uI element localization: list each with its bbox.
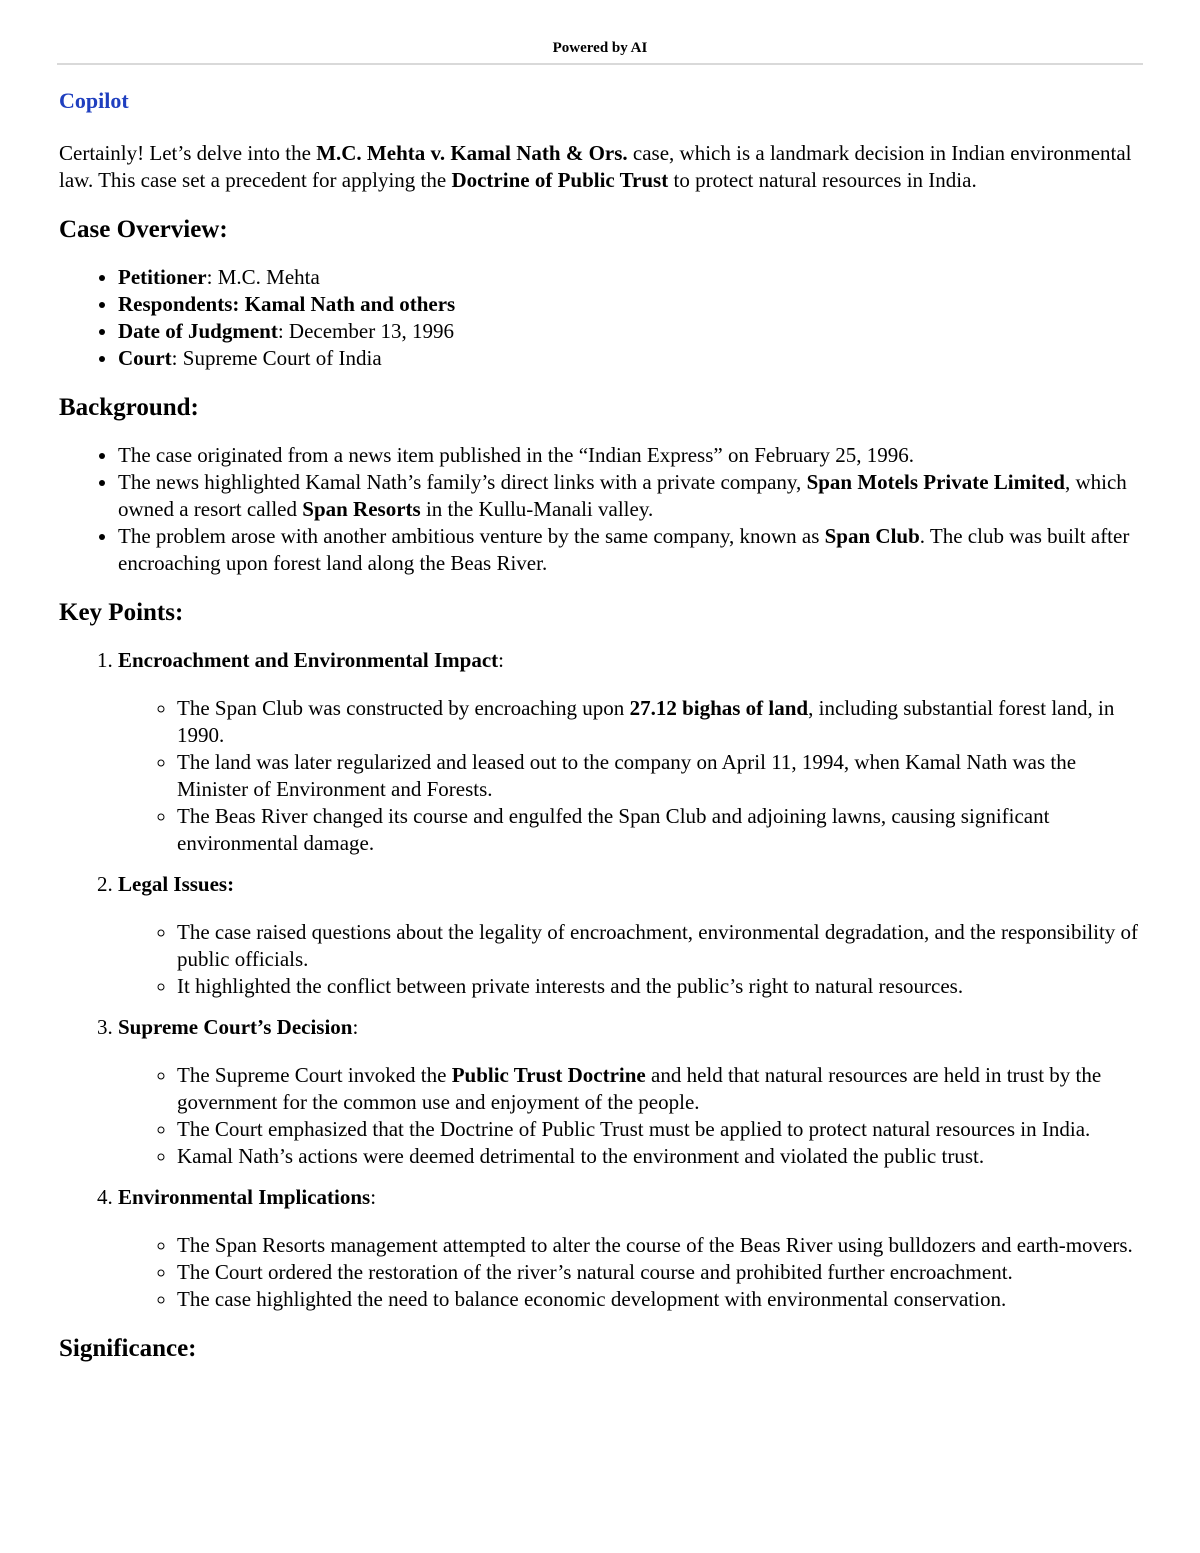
separator: : xyxy=(277,319,289,343)
separator: : xyxy=(352,1015,359,1039)
list-item: ◦ It highlighted the conflict between private interests and the public’s right to natural resources. xyxy=(177,973,1143,1000)
intro-text-2: case, which is a landmark decision in Indian environmental law. This case set a precedent for applying the xyxy=(59,141,1132,192)
list-item: ◦ The land was later regularized and leased out to the company on April 11, 1994, when Kamal Nath was the Minister of Environment and Forests. xyxy=(177,749,1143,803)
intro-text-3: to protect natural resources in India. xyxy=(668,168,977,192)
page-header xyxy=(57,40,1143,65)
list-item: ◦ The Court emphasized that the Doctrine of Public Trust must be applied to protect natural resources in India. xyxy=(177,1116,1143,1143)
bold-text: Span Resorts xyxy=(302,497,421,521)
overview-label: Date of Judgment xyxy=(118,319,278,343)
list-item xyxy=(118,318,1143,345)
list-item xyxy=(118,291,1143,318)
text: , which owned a resort called xyxy=(118,470,1127,521)
sub-list xyxy=(118,695,1143,857)
overview-list xyxy=(59,264,1143,372)
separator: : xyxy=(171,346,183,370)
key-point-title xyxy=(118,1184,1143,1211)
list-item: ◦ Kamal Nath’s actions were deemed detrimental to the environment and violated the public trust. xyxy=(177,1143,1143,1170)
sub-list xyxy=(118,1232,1143,1313)
key-point-title xyxy=(118,871,1143,898)
key-point-item xyxy=(118,1014,1143,1170)
copilot-label: Copilot xyxy=(59,88,129,113)
list-item: ◦ The Span Resorts management attempted to alter the course of the Beas River using bulldozers and earth-movers. xyxy=(177,1232,1143,1259)
text: and held that natural resources are held in trust by the government for the common use and enjoyment of the people. xyxy=(177,1063,1102,1114)
overview-label: Court xyxy=(118,346,172,370)
overview-label: Respondents xyxy=(118,292,233,316)
intro-bold-doctrine: Doctrine of Public Trust xyxy=(451,168,669,192)
list-item xyxy=(177,1062,1143,1116)
document-content xyxy=(59,86,1143,1383)
text: The news highlighted Kamal Nath’s family’s direct links with a private company, xyxy=(118,470,807,494)
sub-list xyxy=(118,1062,1143,1170)
intro-paragraph xyxy=(59,140,1143,194)
text: . The club was built after encroaching upon forest land along the Beas River. xyxy=(118,524,1130,575)
key-point-title xyxy=(118,647,1143,674)
significance-heading: Significance: xyxy=(59,1335,197,1362)
text: The Supreme Court invoked the xyxy=(177,1063,452,1087)
list-item: ◦ The case raised questions about the legality of encroachment, environmental degradation, and the responsibility of public officials. xyxy=(177,919,1143,973)
text: The Span Club was constructed by encroaching upon xyxy=(177,696,630,720)
key-point-item xyxy=(118,647,1143,857)
list-item xyxy=(118,469,1143,523)
intro-bold-case-name: M.C. Mehta v. Kamal Nath & Ors. xyxy=(316,141,628,165)
key-points-list xyxy=(59,647,1143,1313)
separator: : xyxy=(206,265,218,289)
title-text: Legal Issues xyxy=(118,872,228,896)
bold-text: Span Motels Private Limited xyxy=(806,470,1065,494)
separator: : xyxy=(232,292,245,316)
title-text: Environmental Implications xyxy=(118,1185,371,1209)
background-list xyxy=(59,442,1143,577)
list-item: ◦ The Beas River changed its course and engulfed the Span Club and adjoining lawns, causing significant environmental damage. xyxy=(177,803,1143,857)
overview-value: Supreme Court of India xyxy=(182,346,382,370)
list-item: • The case originated from a news item published in the “Indian Express” on February 25, 1996. xyxy=(118,442,1143,469)
list-item xyxy=(177,695,1143,749)
intro-text-1: Certainly! Let’s delve into the xyxy=(59,141,317,165)
overview-label: Petitioner xyxy=(118,265,207,289)
overview-value: Kamal Nath and others xyxy=(244,292,456,316)
bold-text: Public Trust Doctrine xyxy=(451,1063,646,1087)
bold-text: 27.12 bighas of land xyxy=(629,696,809,720)
text: The problem arose with another ambitious venture by the same company, known as xyxy=(118,524,825,548)
key-points-heading: Key Points: xyxy=(59,599,184,626)
text: , including substantial forest land, in 1990. xyxy=(177,696,1115,747)
background-heading: Background: xyxy=(59,394,199,421)
overview-heading: Case Overview: xyxy=(59,216,228,243)
separator: : xyxy=(227,872,235,896)
list-item xyxy=(118,523,1143,577)
key-point-title xyxy=(118,1014,1143,1041)
header-text: Powered by AI xyxy=(552,40,648,56)
title-text: Encroachment and Environmental Impact xyxy=(118,648,499,672)
sub-list xyxy=(118,919,1143,1000)
separator: : xyxy=(498,648,505,672)
bold-text: Span Club xyxy=(824,524,920,548)
overview-value: December 13, 1996 xyxy=(288,319,454,343)
list-item xyxy=(118,264,1143,291)
separator: : xyxy=(370,1185,377,1209)
key-point-item xyxy=(118,1184,1143,1313)
title-text: Supreme Court’s Decision xyxy=(118,1015,353,1039)
list-item: ◦ The case highlighted the need to balance economic development with environmental conservation. xyxy=(177,1286,1143,1313)
list-item xyxy=(118,345,1143,372)
key-point-item xyxy=(118,871,1143,1000)
text: in the Kullu-Manali valley. xyxy=(420,497,654,521)
list-item: ◦ The Court ordered the restoration of the river’s natural course and prohibited further encroachment. xyxy=(177,1259,1143,1286)
overview-value: M.C. Mehta xyxy=(217,265,320,289)
